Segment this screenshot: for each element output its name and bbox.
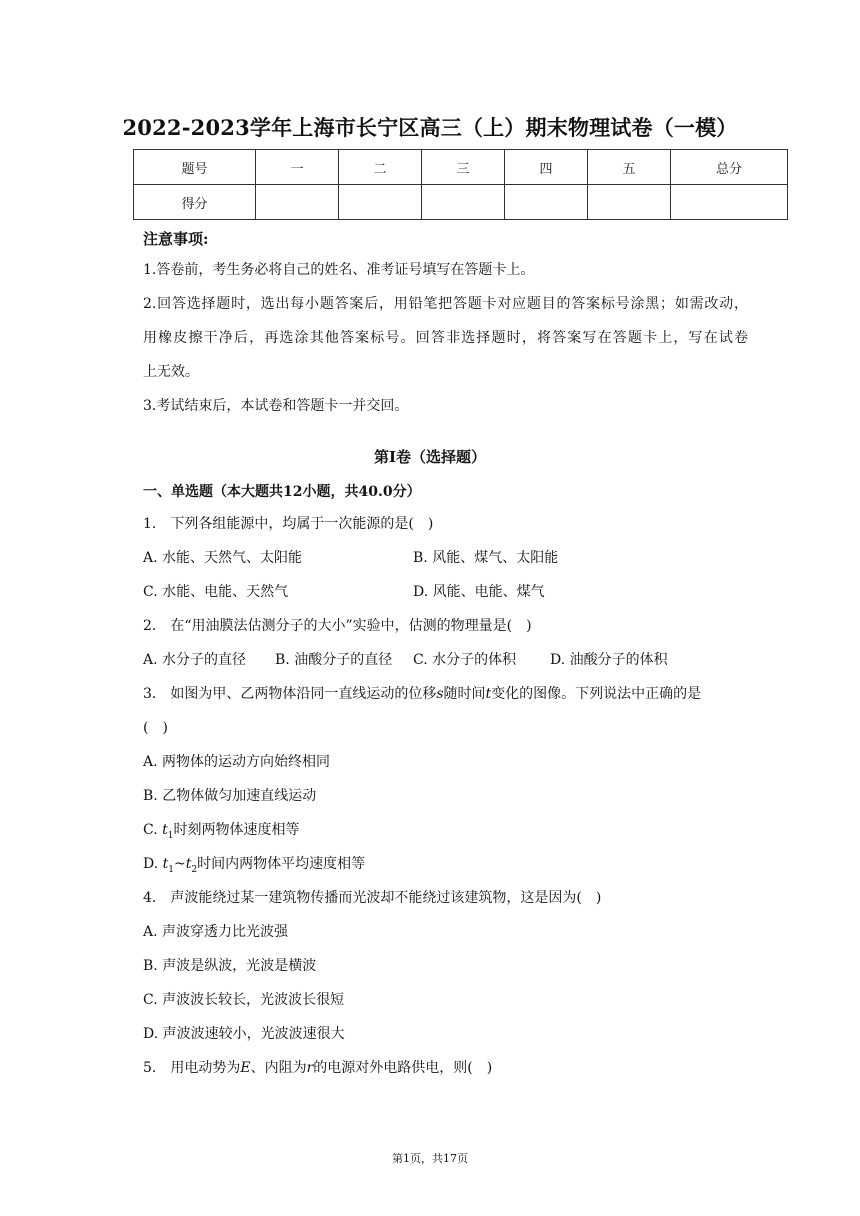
question-4-option-d: D. 声波波速较小，光波波速很大 (143, 1026, 345, 1042)
page-footer: 第1页，共17页 (392, 1152, 468, 1165)
tilde: ~ (174, 856, 186, 872)
question-3-stem-mid: 随时间 (443, 686, 486, 702)
question-1-stem: 1. 下列各组能源中，均属于一次能源的是( ) (143, 516, 434, 532)
score-cell-empty (422, 185, 505, 220)
question-1-option-a: A. 水能、天然气、太阳能 (143, 550, 303, 566)
question-3-option-a: A. 两物体的运动方向始终相同 (143, 754, 331, 770)
question-3-option-d (143, 854, 365, 880)
score-cell-empty (588, 185, 671, 220)
score-cell-empty (339, 185, 422, 220)
score-cell-empty (505, 185, 588, 220)
question-3-stem-pre: 3. 如图为甲、乙两物体沿同一直线运动的位移 (143, 686, 437, 702)
question-2-stem: 2. 在“用油膜法估测分子的大小”实验中，估测的物理量是( ) (143, 618, 532, 634)
part-title: 一、单选题（本大题共12小题，共40.0分） (143, 484, 421, 500)
option-text: 时间内两物体平均速度相等 (197, 856, 366, 872)
notice-item-2-line-1: 2.回答选择题时，选出每小题答案后，用铅笔把答题卡对应题目的答案标号涂黑；如需改动， (143, 296, 748, 312)
notice-item-2-line-3: 上无效。 (143, 364, 199, 380)
notice-item-2-line-2: 用橡皮擦干净后，再选涂其他答案标号。回答非选择题时，将答案写在答题卡上，写在试卷 (143, 330, 748, 346)
variable-e: E (240, 1060, 251, 1076)
question-4-stem: 4. 声波能绕过某一建筑物传播而光波却不能绕过该建筑物，这是因为( ) (143, 890, 602, 906)
variable-t: t (485, 686, 492, 702)
question-2-option-b: B. 油酸分子的直径 (275, 652, 393, 668)
subscript: 1 (168, 864, 175, 875)
question-1-option-d: D. 风能、电能、煤气 (413, 584, 545, 600)
score-cell: 三 (422, 150, 505, 185)
variable-s: s (436, 686, 444, 702)
score-cell-empty (671, 185, 788, 220)
score-cell: 一 (256, 150, 339, 185)
question-1-option-c: C. 水能、电能、天然气 (143, 584, 289, 600)
variable-t: t (162, 856, 169, 872)
score-cell: 总分 (671, 150, 788, 185)
option-label: C. (143, 822, 163, 838)
question-3-option-c (143, 820, 300, 846)
notice-item-1: 1.答卷前，考生务必将自己的姓名、准考证号填写在答题卡上。 (143, 262, 535, 278)
question-3-option-b: B. 乙物体做匀加速直线运动 (143, 788, 317, 804)
score-cell: 二 (339, 150, 422, 185)
question-2-option-d: D. 油酸分子的体积 (550, 652, 668, 668)
option-text: 时刻两物体速度相等 (173, 822, 300, 838)
subscript: 1 (167, 830, 174, 841)
question-4-option-a: A. 声波穿透力比光波强 (143, 924, 289, 940)
variable-r: r (306, 1060, 314, 1076)
score-cell: 题号 (134, 150, 256, 185)
question-4-option-c: C. 声波波长较长，光波波长很短 (143, 992, 345, 1008)
score-cell: 得分 (134, 185, 256, 220)
question-4-option-b: B. 声波是纵波，光波是横波 (143, 958, 317, 974)
question-5-stem-post: 的电源对外电路供电，则( ) (313, 1060, 493, 1076)
score-cell: 四 (505, 150, 588, 185)
question-5-stem-mid: 、内阻为 (250, 1060, 307, 1076)
notice-item-3: 3.考试结束后，本试卷和答题卡一并交回。 (143, 398, 409, 414)
score-cell-empty (256, 185, 339, 220)
option-label: D. (143, 856, 163, 872)
score-table-score-row (134, 185, 788, 220)
variable-t: t (162, 822, 168, 838)
question-5-stem-pre: 5. 用电动势为 (143, 1060, 241, 1076)
subscript: 2 (191, 864, 198, 875)
variable-t: t (185, 856, 192, 872)
question-3-stem-line-2: ( ) (143, 720, 168, 736)
question-1-option-b: B. 风能、煤气、太阳能 (413, 550, 559, 566)
question-2-option-c: C. 水分子的体积 (413, 652, 517, 668)
section-title: 第Ⅰ卷（选择题） (373, 448, 487, 466)
score-table (133, 149, 788, 220)
notice-heading: 注意事项: (143, 230, 209, 248)
question-2-option-a: A. 水分子的直径 (143, 652, 247, 668)
score-table-header-row (134, 150, 788, 185)
question-3-stem-post: 变化的图像。下列说法中正确的是 (491, 686, 702, 702)
score-cell: 五 (588, 150, 671, 185)
exam-title: 2022-2023学年上海市长宁区高三（上）期末物理试卷（一模） (122, 115, 738, 140)
question-3-stem (143, 684, 701, 704)
question-5-stem (143, 1058, 492, 1078)
